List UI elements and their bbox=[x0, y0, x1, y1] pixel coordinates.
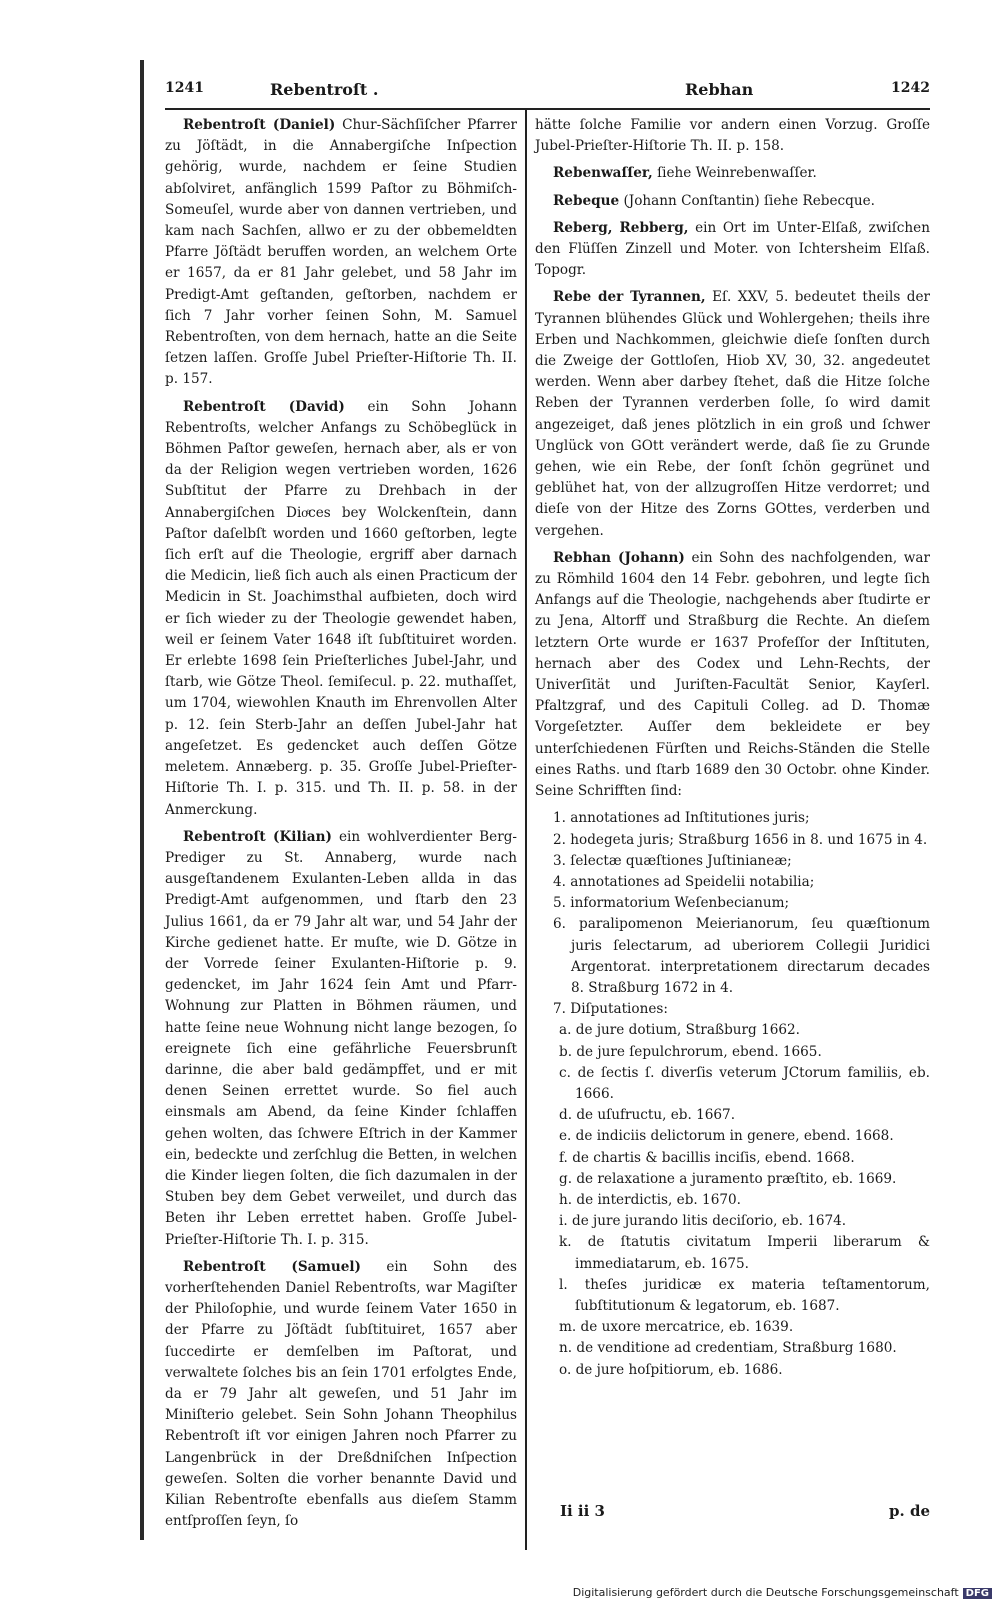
disputation-item: g. de relaxatione a juramento præſtito, eb. 1669. bbox=[559, 1170, 897, 1187]
entry-lemma: Rebeque bbox=[553, 192, 620, 209]
entry-text: ſiehe Weinrebenwaſſer. bbox=[657, 165, 817, 182]
page-number-left: 1241 bbox=[165, 80, 204, 96]
works-item: 5. informatorium Weſenbecianum; bbox=[553, 895, 790, 912]
dfg-logo: DFG bbox=[963, 1588, 992, 1599]
running-head-left: Rebentroſt . bbox=[270, 80, 379, 99]
works-item: 7. Diſputationes: bbox=[553, 1001, 668, 1018]
disputation-item: o. de jure hoſpitiorum, eb. 1686. bbox=[559, 1361, 783, 1378]
works-item: 6. paralipomenon Meierianorum, ſeu quæſtionum juris ſelectarum, ad uberiorem Collegii Juridici Argentorat. interpretationem directarum decades 8. Straßburg 1672 in 4. bbox=[553, 916, 930, 996]
entry-lemma: Rebentroſt (Kilian) bbox=[183, 828, 332, 845]
entry-paragraph bbox=[165, 397, 517, 821]
entry-lemma: Rebentroſt (Daniel) bbox=[183, 117, 336, 133]
running-header bbox=[165, 80, 930, 110]
running-head-right: Rebhan bbox=[685, 80, 754, 99]
entry-lemma: Rebentroſt (David) bbox=[183, 398, 345, 415]
entry-text: ein Ort im Unter-Elſaß, zwiſchen den Flüſſen Zinzell und Moter. von Ichtersheim Elſaß. Topogr. bbox=[535, 219, 930, 279]
header-rule bbox=[165, 108, 930, 110]
entry-text: ein Sohn des nachfolgenden, war zu Römhild 1604 den 14 Febr. gebohren, und legte ſich Anfangs auf die Theologie, nachgehends aber ſtudirte er zu Jena, Altorff und Straßburg die Rechte. An dieſem letztern Orte wurde er 1637 Profeſſor der Inſtituten, hernach aber des Codex und Lehn-Rechts, der Univerſität und Juriſten-Facultät Senior, Kayſerl. Pfaltzgraf, und des Capituli Colleg. ad D. Thomæ Vorgeſetzter. Auſſer dem bekleidete er bey unterſchiedenen Fürſten und Reichs-Ständen die Stelle eines Raths. und ſtarb 1689 den 30 Octobr. ohne Kinder. Seine Schrifften ſind: bbox=[535, 549, 930, 800]
disputation-item: l. theſes juridicæ ex materia teſtamentorum, ſubſtitutionum & legatorum, eb. 1687. bbox=[559, 1276, 930, 1314]
page-edge-shadow bbox=[140, 60, 144, 1540]
disputation-item: k. de ſtatutis civitatum Imperii liberarum & immediatarum, eb. 1675. bbox=[559, 1234, 930, 1272]
entry-lemma: Rebe der Tyrannen, bbox=[553, 289, 706, 306]
entry-text: (Johann Conſtantin) ſiehe Rebecque. bbox=[623, 192, 875, 209]
signature-mark: Ii ii 3 bbox=[560, 1502, 605, 1520]
entry-paragraph bbox=[165, 115, 517, 391]
works-item: 4. annotationes ad Speidelii notabilia; bbox=[553, 873, 815, 890]
right-column bbox=[535, 115, 930, 1381]
entry-text: ein wohlverdienter Berg-Prediger zu St. Annaberg, wurde nach ausgeſtandenem Exulanten-Leben allda in das Predigt-Amt aufgenommen, und ſtarb den 23 Julius 1661, da er 79 Jahr alt war, und 54 Jahr der Kirche gedienet hatte. Er muſte, wie D. Götze in der Vorrede ſeiner Exulanten-Hiſtorie p. 9. gedencket, im Jahr 1624 ſein Amt und Pfarr-Wohnung zur Platten in Böhmen räumen, und hatte ſeine neue Wohnung nicht lange bezogen, ſo ereignete ſich eine gefährliche Feuersbrunſt darinne, die aber bald gedämpffet, und er mit denen Seinen errettet wurde. So fiel auch einsmals am Abend, da ſeine Kinder ſchlaffen gehen wolten, das ſchwere Eſtrich in der Kammer ein, bedeckte und zerſchlug die Betten, in welchen die Kinder liegen ſolten, die ſich dazumalen in der Stuben bey dem Gebet verweilet, und durch das Beten ihr Leben errettet haben. Groſſe Jubel-Prieſter-Hiſtorie Th. I. p. 315. bbox=[165, 828, 517, 1248]
entry-lemma: Rebenwaſſer, bbox=[553, 165, 653, 182]
disputation-item: d. de uſufructu, eb. 1667. bbox=[559, 1107, 736, 1124]
continued-text: hätte ſolche Familie vor andern einen Vorzug. Groſſe Jubel-Prieſter-Hiſtorie Th. II. p. 158. bbox=[535, 117, 930, 155]
page-number-right: 1242 bbox=[891, 80, 930, 96]
entry-text: ein Sohn Johann Rebentroſts, welcher Anfangs zu Schöbeglück in Böhmen Paſtor geweſen, hernach aber, als er von da der Religion wegen vertrieben worden, 1626 Subſtitut der Pfarre zu Drehbach in der Annabergiſchen Dioͤces bey Wolckenſtein, dann Paſtor daſelbſt worden und 1660 geſtorben, legte ſich erſt auf die Theologie, ergriff aber darnach die Medicin, ließ ſich auch als einen Practicum der Medicin in St. Joachimsthal aufbieten, doch wird er ſich wieder zu der Theologie gewendet haben, weil er ſeinem Vater 1648 iſt ſubſtituiret worden. Er erlebte 1698 ſein Prieſterliches Jubel-Jahr, und ſtarb, wie Götze Theol. ſemiſecul. p. 22. muthaſſet, um 1704, wiewohlen Knauth im Ehrenvollen Alter p. 12. ſein Sterb-Jahr an deſſen Jubel-Jahr hat angeſetzet. Es gedencket auch deſſen Götze meletem. Annæberg. p. 35. Groſſe Jubel-Prieſter-Hiſtorie Th. I. p. 315. und Th. II. p. 58. in der Anmerckung. bbox=[165, 398, 517, 818]
entry-text: ein Sohn des vorherſtehenden Daniel Rebentroſts, war Magiſter der Philoſophie, und wurde ſeinem Vater 1650 in der Pfarre zu Jöſtädt ſubſtituiret, 1657 aber ſuccedirte er demſelben im Paſtorat, und verwaltete ſolches bis an ſein 1701 erfolgtes Ende, da er 79 Jahr alt geweſen, und 51 Jahr im Miniſterio gelebet. Sein Sohn Johann Theophilus Rebentroſt iſt vor einigen Jahren noch Pfarrer zu Langenbrück in der Dreßdniſchen Inſpection geweſen. Solten die vorher benannte David und Kilian Rebentroſte ebenfalls aus dieſem Stamm entſproſſen ſeyn, ſo bbox=[165, 1258, 518, 1530]
scan-margin bbox=[0, 0, 142, 1560]
disputation-item: m. de uxore mercatrice, eb. 1639. bbox=[559, 1319, 794, 1336]
works-item: 2. hodegeta juris; Straßburg 1656 in 8. und 1675 in 4. bbox=[553, 831, 928, 848]
disputation-item: c. de ſectis ſ. diverſis veterum JCtorum familiis, eb. 1666. bbox=[559, 1064, 930, 1102]
entry-paragraph bbox=[535, 218, 930, 282]
left-column bbox=[165, 115, 517, 1538]
column-divider bbox=[525, 110, 527, 1550]
disputation-item: a. de jure dotium, Straßburg 1662. bbox=[559, 1022, 800, 1039]
credit-text: Digitalisierung gefördert durch die Deutsche Forschungsgemeinschaft bbox=[572, 1586, 959, 1599]
entry-lemma: Reberg, Rebberg, bbox=[553, 219, 689, 236]
works-list bbox=[535, 808, 930, 1020]
disputations-list bbox=[535, 1020, 930, 1380]
digitization-credit bbox=[573, 1586, 992, 1599]
disputation-item: n. de venditione ad credentiam, Straßburg 1680. bbox=[559, 1340, 897, 1357]
disputation-item: i. de jure jurando litis deciſorio, eb. 1674. bbox=[559, 1213, 847, 1230]
disputation-item: e. de indiciis delictorum in genere, ebend. 1668. bbox=[559, 1128, 894, 1145]
entry-paragraph bbox=[165, 827, 517, 1251]
catchword: p. de bbox=[889, 1502, 930, 1520]
works-item: 3. ſelectæ quæſtiones Juſtinianeæ; bbox=[553, 852, 792, 869]
entry-text: Eſ. XXV, 5. bedeutet theils der Tyrannen blühendes Glück und Wohlergehen; theils ihre Erben und Nachkommen, gleichwie dieſe ſonſten durch die Zweige der Gottloſen, Hiob XV, 30, 32. angedeutet werden. Wenn aber darbey ſtehet, daß die Hitze ſolche Reben der Tyrannen verderben ſolle, ſo wird damit angezeiget, daß jenes plötzlich in ein groß und ſchwer Unglück von GOtt verändert werde, daß ſie zu Grunde gehen, wie ein Rebe, der ſonſt ſchön gegrünet und geblühet hat, von der allzugroſſen Hitze verdorret; und dieſe von der Hitze des Zorns GOttes, verderben und vergehen. bbox=[535, 289, 930, 539]
entry-text: Chur-Sächſiſcher Pfarrer zu Jöſtädt, in die Annabergiſche Inſpection gehörig, wurde, nachdem er ſeine Studien abſolviret, anfänglich 1599 Paſtor zu Böhmiſch-Someuſel, wurde aber von dannen vertrieben, und kam nach Sachſen, allwo er zu der obbemeldten Pfarre Jöſtädt beruffen worden, an welchem Orte er 1657, da er 81 Jahr gelebet, und 58 Jahr im Predigt-Amt geſtanden, geſtorben, nachdem er ſich 7 Jahr vorher ſeinen Sohn, M. Samuel Rebentroſten, von dem hernach, hatte an die Seite ſetzen laſſen. Groſſe Jubel Prieſter-Hiſtorie Th. II. p. 157. bbox=[165, 117, 517, 388]
entry-paragraph bbox=[535, 163, 930, 184]
disputation-item: f. de chartis & bacillis inciſis, ebend. 1668. bbox=[559, 1149, 855, 1166]
entry-lemma: Rebentroſt (Samuel) bbox=[183, 1258, 361, 1275]
document-page bbox=[150, 70, 930, 1550]
entry-lemma: Rebhan (Johann) bbox=[553, 549, 685, 566]
disputation-item: h. de interdictis, eb. 1670. bbox=[559, 1191, 741, 1208]
entry-paragraph bbox=[535, 287, 930, 541]
entry-paragraph bbox=[535, 191, 930, 212]
disputation-item: b. de jure ſepulchrorum, ebend. 1665. bbox=[559, 1043, 822, 1060]
entry-paragraph bbox=[535, 548, 930, 802]
works-item: 1. annotationes ad Inſtitutiones juris; bbox=[553, 810, 810, 827]
entry-paragraph bbox=[165, 1257, 517, 1533]
